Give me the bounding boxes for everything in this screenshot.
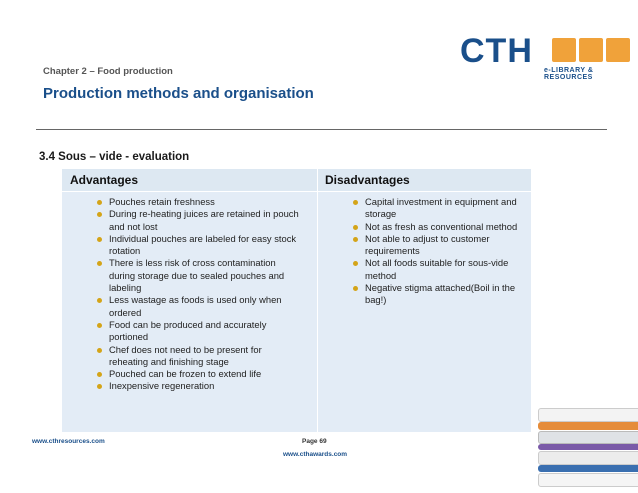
logo-text: CTH <box>460 32 533 70</box>
list-item: Not as fresh as conventional method <box>353 221 523 233</box>
table-header <box>62 169 531 192</box>
list-item: Individual pouches are labeled for easy stock rotation <box>97 233 302 258</box>
list-item: Pouches retain freshness <box>97 196 302 208</box>
header-rule <box>36 129 607 130</box>
list-item: Not all foods suitable for sous-vide method <box>353 257 523 282</box>
advantages-list <box>97 196 302 393</box>
plane-icon <box>552 38 576 62</box>
column-divider <box>317 169 318 432</box>
list-item: Pouched can be frozen to extend life <box>97 368 302 380</box>
header-advantages: Advantages <box>70 173 139 187</box>
fork-icon <box>579 38 603 62</box>
list-item: Chef does not need to be present for reheating and finishing stage <box>97 344 302 369</box>
list-item: Capital investment in equipment and storage <box>353 196 523 221</box>
footer-left-url[interactable]: www.cthresources.com <box>32 438 105 445</box>
list-item: Negative stigma attached(Boil in the bag!) <box>353 282 523 307</box>
list-item: Less wastage as foods is used only when ordered <box>97 294 302 319</box>
evaluation-table <box>62 169 531 432</box>
logo-icons <box>552 38 630 62</box>
list-item: Inexpensive regeneration <box>97 380 302 392</box>
disadvantages-list <box>353 196 523 307</box>
chapter-label: Chapter 2 – Food production <box>43 66 173 77</box>
section-title: 3.4 Sous – vide - evaluation <box>39 151 190 163</box>
footer-center-url[interactable]: www.cthawards.com <box>283 451 348 458</box>
list-item: There is less risk of cross contamination during storage due to sealed pouches and labeling <box>97 257 302 294</box>
list-item: During re-heating juices are retained in pouch and not lost <box>97 208 302 233</box>
list-item: Food can be produced and accurately portioned <box>97 319 302 344</box>
books-illustration <box>538 400 638 493</box>
list-item: Not able to adjust to customer requirements <box>353 233 523 258</box>
page-number: Page 69 <box>302 438 327 445</box>
logo-tagline: e-LIBRARY & RESOURCES <box>544 67 594 81</box>
page-heading: Production methods and organisation <box>43 85 314 102</box>
header-disadvantages: Disadvantages <box>325 173 410 187</box>
bed-icon <box>606 38 630 62</box>
cth-logo <box>456 32 628 80</box>
